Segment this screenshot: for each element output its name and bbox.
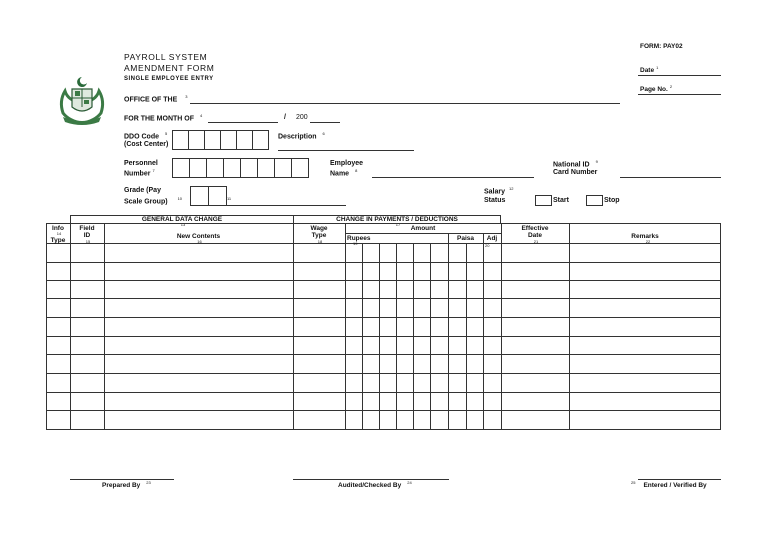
- national-id-sublabel: Card Number: [553, 169, 598, 176]
- grade-sublabel: Scale Group) $^{10}$: [124, 196, 183, 206]
- col-line-field: [70, 223, 71, 430]
- grade-boxes[interactable]: [191, 186, 227, 206]
- adj-field-ref: 20: [485, 243, 490, 248]
- col-header-rupees: Rupees 19: [347, 235, 371, 247]
- rupee-digit-line: [430, 243, 431, 430]
- table-row: [46, 410, 721, 411]
- start-checkbox[interactable]: [535, 195, 552, 206]
- office-label: OFFICE OF THE $^3$: [124, 94, 188, 104]
- col-header-remarks: Remarks 22: [631, 233, 659, 245]
- table-row: [46, 262, 721, 263]
- table-frame: [46, 223, 721, 430]
- grade-subfield-ref: 11: [227, 196, 232, 201]
- table-row: [46, 392, 721, 393]
- group-payments-box: [293, 215, 501, 224]
- ddo-code-boxes[interactable]: [173, 130, 269, 150]
- page-number-field-line[interactable]: [638, 94, 721, 95]
- form-number: FORM: PAY02: [640, 43, 683, 50]
- col-line-contents: [104, 223, 105, 430]
- grade-label: Grade (Pay: [124, 187, 161, 194]
- col-header-adj: Adj: [486, 235, 498, 242]
- description-field-line[interactable]: [278, 150, 414, 151]
- stop-label: Stop: [604, 197, 620, 204]
- rupee-digit-line: [362, 243, 363, 430]
- col-header-info-type: Info 14 Type: [50, 225, 66, 245]
- start-label: Start: [553, 197, 569, 204]
- col-header-paisa: Paisa: [457, 235, 474, 242]
- national-id-label: National ID $^9$: [553, 159, 598, 169]
- table-row: [46, 336, 721, 337]
- stop-checkbox[interactable]: [586, 195, 603, 206]
- form-title-line2: AMENDMENT FORM: [124, 63, 215, 73]
- col-line-wage: [293, 223, 294, 430]
- month-field-line[interactable]: [208, 122, 278, 123]
- rupee-digit-line: [379, 243, 380, 430]
- government-emblem-logo: [55, 75, 109, 127]
- col-header-effective-date: Effective Date 21: [521, 225, 549, 244]
- entered-by-line[interactable]: [638, 479, 721, 480]
- col-line-remarks: [569, 223, 570, 430]
- audited-by-label: Audited/Checked By $^{24}$: [338, 480, 412, 490]
- audited-by-line[interactable]: [293, 479, 449, 480]
- col-line-rupees: [345, 223, 346, 430]
- personnel-sublabel: Number $^7$: [124, 168, 155, 178]
- group-general-box: [70, 215, 294, 224]
- ddo-code-label: DDO Code $^5$: [124, 131, 168, 141]
- entered-by-label: $^{25}$ Entered / Verified By: [631, 480, 707, 490]
- year-field-line[interactable]: [310, 122, 340, 123]
- description-label: Description $^6$: [278, 131, 325, 141]
- table-row: [46, 317, 721, 318]
- employee-name-label: Employee: [330, 160, 364, 167]
- page-number-label: Page No. $^2$: [640, 84, 673, 94]
- group-payments-header: CHANGE IN PAYMENTS / DEDUCTIONS 17: [336, 216, 458, 228]
- personnel-label: Personnel: [124, 160, 158, 167]
- table-row: [46, 280, 721, 281]
- col-header-amount: Amount: [410, 225, 436, 232]
- month-label: FOR THE MONTH OF $^4$: [124, 113, 203, 123]
- table-row: [46, 298, 721, 299]
- col-line-paisa: [448, 233, 449, 430]
- paisa-digit-line: [466, 243, 467, 430]
- date-field-line[interactable]: [638, 75, 721, 76]
- prepared-by-label: Prepared By $^{23}$: [102, 480, 151, 490]
- grade-subfield-line[interactable]: [226, 205, 346, 206]
- personnel-number-boxes[interactable]: [173, 158, 309, 178]
- table-row: [46, 354, 721, 355]
- col-line-adj: [483, 233, 484, 430]
- col-header-new-contents: New Contents 16: [176, 233, 221, 245]
- col-header-wage-type: Wage Type 18: [310, 225, 328, 244]
- employee-name-field-line[interactable]: [372, 177, 534, 178]
- salary-status-sublabel: Status: [484, 197, 506, 204]
- national-id-field-line[interactable]: [620, 177, 721, 178]
- amount-underline: [345, 233, 501, 234]
- rupee-digit-line: [396, 243, 397, 430]
- col-header-field-id: Field ID 15: [79, 225, 95, 244]
- form-subtitle: SINGLE EMPLOYEE ENTRY: [124, 76, 214, 82]
- group-general-header: GENERAL DATA CHANGE 13: [141, 216, 223, 228]
- ddo-code-sublabel: (Cost Center): [124, 141, 169, 148]
- rupee-digit-line: [413, 243, 414, 430]
- office-field-line[interactable]: [190, 103, 620, 104]
- salary-status-label: Salary $^{12}$: [484, 186, 514, 196]
- date-label: Date $^1$: [640, 65, 659, 75]
- table-row: [46, 373, 721, 374]
- prepared-by-line[interactable]: [70, 479, 174, 480]
- col-line-effective: [501, 223, 502, 430]
- month-separator: /: [284, 114, 286, 121]
- form-title-line1: PAYROLL SYSTEM: [124, 52, 208, 62]
- employee-name-sublabel: Name $^8$: [330, 168, 358, 178]
- year-prefix: 200: [296, 114, 308, 121]
